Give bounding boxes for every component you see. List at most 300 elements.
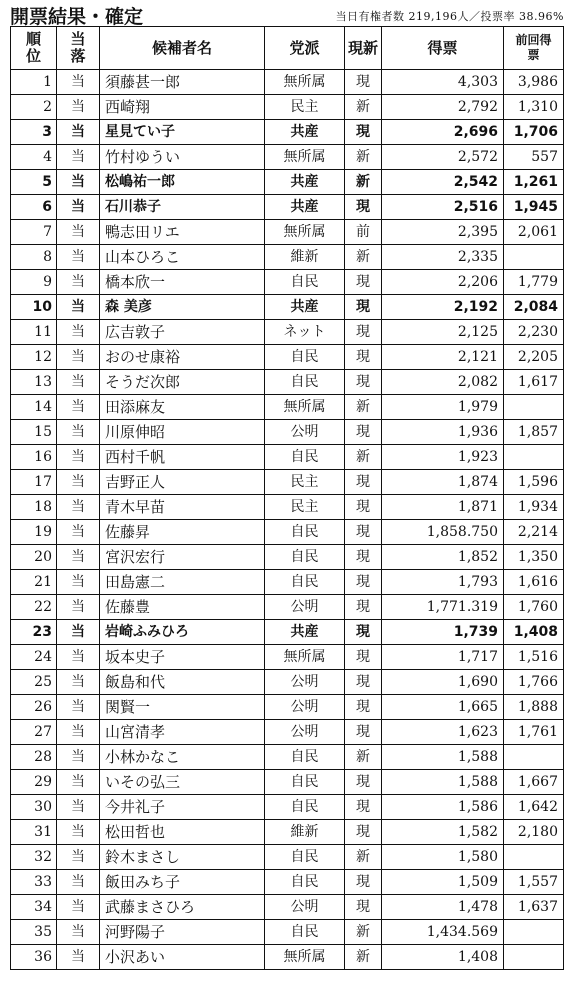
votes-cell: 2,192 — [382, 295, 504, 320]
party-cell: 自民 — [265, 570, 345, 595]
candidate-name: そうだ次郎 — [100, 370, 265, 395]
party-cell: 自民 — [265, 745, 345, 770]
votes-cell: 1,408 — [382, 945, 504, 970]
status-cell: 現 — [345, 670, 382, 695]
results-body — [11, 70, 564, 970]
candidate-name: 田島憲二 — [100, 570, 265, 595]
candidate-name: 鴨志田リエ — [100, 220, 265, 245]
party-cell: 無所属 — [265, 945, 345, 970]
votes-cell: 4,303 — [382, 70, 504, 95]
votes-cell: 1,936 — [382, 420, 504, 445]
elected-cell: 当 — [57, 945, 100, 970]
rank-cell: 23 — [11, 620, 57, 645]
table-row — [11, 870, 564, 895]
table-row — [11, 245, 564, 270]
prev-votes-cell: 1,934 — [504, 495, 564, 520]
rank-cell: 10 — [11, 295, 57, 320]
votes-cell: 1,874 — [382, 470, 504, 495]
prev-votes-cell: 1,766 — [504, 670, 564, 695]
votes-cell: 1,690 — [382, 670, 504, 695]
status-cell: 現 — [345, 645, 382, 670]
elected-cell: 当 — [57, 120, 100, 145]
rank-cell: 13 — [11, 370, 57, 395]
elected-cell: 当 — [57, 595, 100, 620]
table-row — [11, 820, 564, 845]
elected-cell: 当 — [57, 195, 100, 220]
candidate-name: 田添麻友 — [100, 395, 265, 420]
table-row — [11, 145, 564, 170]
status-cell: 現 — [345, 295, 382, 320]
votes-cell: 2,792 — [382, 95, 504, 120]
rank-cell: 15 — [11, 420, 57, 445]
table-row — [11, 320, 564, 345]
party-cell: 公明 — [265, 895, 345, 920]
prev-votes-cell: 1,857 — [504, 420, 564, 445]
party-cell: 無所属 — [265, 145, 345, 170]
table-row — [11, 95, 564, 120]
party-cell: 共産 — [265, 120, 345, 145]
status-cell: 新 — [345, 445, 382, 470]
votes-cell: 2,572 — [382, 145, 504, 170]
col-header-prev-votes: 前回得票 — [504, 27, 564, 70]
elected-cell: 当 — [57, 220, 100, 245]
rank-cell: 30 — [11, 795, 57, 820]
candidate-name: 飯島和代 — [100, 670, 265, 695]
candidate-name: 小林かなこ — [100, 745, 265, 770]
elected-cell: 当 — [57, 920, 100, 945]
elected-cell: 当 — [57, 145, 100, 170]
rank-cell: 4 — [11, 145, 57, 170]
party-cell: 公明 — [265, 720, 345, 745]
prev-votes-cell: 3,986 — [504, 70, 564, 95]
table-row — [11, 770, 564, 795]
votes-cell: 1,586 — [382, 795, 504, 820]
elected-cell: 当 — [57, 420, 100, 445]
party-cell: 自民 — [265, 520, 345, 545]
votes-cell: 1,434.569 — [382, 920, 504, 945]
prev-votes-cell: 1,760 — [504, 595, 564, 620]
party-cell: 共産 — [265, 295, 345, 320]
rank-cell: 36 — [11, 945, 57, 970]
rank-cell: 7 — [11, 220, 57, 245]
status-cell: 現 — [345, 320, 382, 345]
elected-cell: 当 — [57, 395, 100, 420]
status-cell: 現 — [345, 470, 382, 495]
table-row — [11, 120, 564, 145]
status-cell: 新 — [345, 745, 382, 770]
party-cell: 自民 — [265, 870, 345, 895]
status-cell: 現 — [345, 595, 382, 620]
status-cell: 現 — [345, 495, 382, 520]
votes-cell: 1,923 — [382, 445, 504, 470]
elected-cell: 当 — [57, 495, 100, 520]
candidate-name: 佐藤昇 — [100, 520, 265, 545]
rank-cell: 5 — [11, 170, 57, 195]
votes-cell: 2,125 — [382, 320, 504, 345]
elected-cell: 当 — [57, 370, 100, 395]
elected-cell: 当 — [57, 70, 100, 95]
rank-cell: 11 — [11, 320, 57, 345]
table-row — [11, 895, 564, 920]
candidate-name: 吉野正人 — [100, 470, 265, 495]
prev-votes-cell: 1,261 — [504, 170, 564, 195]
votes-cell: 1,858.750 — [382, 520, 504, 545]
elected-cell: 当 — [57, 170, 100, 195]
status-cell: 新 — [345, 395, 382, 420]
table-row — [11, 295, 564, 320]
status-cell: 現 — [345, 570, 382, 595]
prev-votes-cell: 2,180 — [504, 820, 564, 845]
candidate-name: 星見てい子 — [100, 120, 265, 145]
prev-votes-cell: 2,230 — [504, 320, 564, 345]
prev-votes-cell: 2,084 — [504, 295, 564, 320]
rank-cell: 33 — [11, 870, 57, 895]
party-cell: 自民 — [265, 445, 345, 470]
prev-votes-cell — [504, 745, 564, 770]
table-row — [11, 220, 564, 245]
elected-cell: 当 — [57, 645, 100, 670]
party-cell: 無所属 — [265, 645, 345, 670]
prev-votes-cell: 1,596 — [504, 470, 564, 495]
prev-votes-cell: 1,617 — [504, 370, 564, 395]
rank-cell: 34 — [11, 895, 57, 920]
prev-votes-cell: 2,214 — [504, 520, 564, 545]
status-cell: 現 — [345, 720, 382, 745]
votes-cell: 2,206 — [382, 270, 504, 295]
status-cell: 現 — [345, 120, 382, 145]
prev-votes-cell: 2,205 — [504, 345, 564, 370]
votes-cell: 1,771.319 — [382, 595, 504, 620]
candidate-name: おのせ康裕 — [100, 345, 265, 370]
status-cell: 現 — [345, 70, 382, 95]
rank-cell: 24 — [11, 645, 57, 670]
rank-cell: 28 — [11, 745, 57, 770]
elected-cell: 当 — [57, 295, 100, 320]
status-cell: 新 — [345, 170, 382, 195]
status-cell: 現 — [345, 770, 382, 795]
party-cell: 自民 — [265, 270, 345, 295]
votes-cell: 1,588 — [382, 745, 504, 770]
col-header-votes: 得票 — [382, 27, 504, 70]
table-row — [11, 520, 564, 545]
table-row — [11, 670, 564, 695]
votes-cell: 1,793 — [382, 570, 504, 595]
candidate-name: 河野陽子 — [100, 920, 265, 945]
party-cell: 維新 — [265, 245, 345, 270]
table-row — [11, 845, 564, 870]
table-row — [11, 570, 564, 595]
table-row — [11, 745, 564, 770]
status-cell: 現 — [345, 820, 382, 845]
prev-votes-cell: 1,310 — [504, 95, 564, 120]
status-cell: 現 — [345, 870, 382, 895]
candidate-name: 青木早苗 — [100, 495, 265, 520]
rank-cell: 18 — [11, 495, 57, 520]
status-cell: 現 — [345, 345, 382, 370]
rank-cell: 9 — [11, 270, 57, 295]
elected-cell: 当 — [57, 845, 100, 870]
prev-votes-cell: 1,616 — [504, 570, 564, 595]
candidate-name: 鈴木まさし — [100, 845, 265, 870]
prev-votes-cell: 1,408 — [504, 620, 564, 645]
party-cell: 民主 — [265, 470, 345, 495]
votes-cell: 1,478 — [382, 895, 504, 920]
table-row — [11, 645, 564, 670]
party-cell: 公明 — [265, 595, 345, 620]
votes-cell: 1,852 — [382, 545, 504, 570]
table-row — [11, 945, 564, 970]
candidate-name: 橋本欣一 — [100, 270, 265, 295]
elected-cell: 当 — [57, 745, 100, 770]
votes-cell: 2,121 — [382, 345, 504, 370]
prev-votes-cell: 1,642 — [504, 795, 564, 820]
votes-cell: 1,739 — [382, 620, 504, 645]
rank-cell: 27 — [11, 720, 57, 745]
party-cell: 共産 — [265, 620, 345, 645]
rank-cell: 32 — [11, 845, 57, 870]
page-title: 開票結果・確定 — [10, 6, 144, 28]
votes-cell: 2,082 — [382, 370, 504, 395]
status-cell: 現 — [345, 420, 382, 445]
candidate-name: 飯田みち子 — [100, 870, 265, 895]
votes-cell: 1,588 — [382, 770, 504, 795]
votes-cell: 2,696 — [382, 120, 504, 145]
table-row — [11, 495, 564, 520]
votes-cell: 2,395 — [382, 220, 504, 245]
candidate-name: 森 美彦 — [100, 295, 265, 320]
candidate-name: 関賢一 — [100, 695, 265, 720]
votes-cell: 2,542 — [382, 170, 504, 195]
status-cell: 新 — [345, 245, 382, 270]
table-row — [11, 620, 564, 645]
col-header-party: 党派 — [265, 27, 345, 70]
party-cell: 無所属 — [265, 70, 345, 95]
col-header-status: 現新 — [345, 27, 382, 70]
elected-cell: 当 — [57, 545, 100, 570]
party-cell: 自民 — [265, 770, 345, 795]
rank-cell: 22 — [11, 595, 57, 620]
votes-cell: 1,582 — [382, 820, 504, 845]
votes-cell: 1,665 — [382, 695, 504, 720]
status-cell: 現 — [345, 620, 382, 645]
party-cell: 無所属 — [265, 220, 345, 245]
votes-cell: 2,335 — [382, 245, 504, 270]
party-cell: 自民 — [265, 345, 345, 370]
status-cell: 現 — [345, 270, 382, 295]
header-row — [11, 27, 564, 70]
rank-cell: 3 — [11, 120, 57, 145]
rank-cell: 12 — [11, 345, 57, 370]
status-cell: 現 — [345, 520, 382, 545]
status-cell: 前 — [345, 220, 382, 245]
table-row — [11, 345, 564, 370]
status-cell: 現 — [345, 795, 382, 820]
table-row — [11, 795, 564, 820]
results-header — [0, 0, 570, 28]
rank-cell: 14 — [11, 395, 57, 420]
table-row — [11, 395, 564, 420]
table-row — [11, 695, 564, 720]
table-row — [11, 545, 564, 570]
elected-cell: 当 — [57, 895, 100, 920]
elected-cell: 当 — [57, 270, 100, 295]
party-cell: 民主 — [265, 95, 345, 120]
votes-cell: 2,516 — [382, 195, 504, 220]
candidate-name: 石川恭子 — [100, 195, 265, 220]
prev-votes-cell: 1,761 — [504, 720, 564, 745]
col-header-name: 候補者名 — [100, 27, 265, 70]
prev-votes-cell: 1,557 — [504, 870, 564, 895]
prev-votes-cell: 1,945 — [504, 195, 564, 220]
prev-votes-cell — [504, 945, 564, 970]
votes-cell: 1,717 — [382, 645, 504, 670]
prev-votes-cell — [504, 245, 564, 270]
elected-cell: 当 — [57, 720, 100, 745]
party-cell: 維新 — [265, 820, 345, 845]
party-cell: ネット — [265, 320, 345, 345]
status-cell: 現 — [345, 545, 382, 570]
table-row — [11, 270, 564, 295]
party-cell: 自民 — [265, 795, 345, 820]
party-cell: 民主 — [265, 495, 345, 520]
status-cell: 新 — [345, 920, 382, 945]
prev-votes-cell: 2,061 — [504, 220, 564, 245]
status-cell: 現 — [345, 695, 382, 720]
rank-cell: 8 — [11, 245, 57, 270]
status-cell: 現 — [345, 195, 382, 220]
election-results-table — [10, 26, 564, 970]
prev-votes-cell: 1,667 — [504, 770, 564, 795]
rank-cell: 17 — [11, 470, 57, 495]
candidate-name: 岩崎ふみひろ — [100, 620, 265, 645]
col-header-rank: 順位 — [11, 27, 57, 70]
prev-votes-cell: 1,706 — [504, 120, 564, 145]
party-cell: 自民 — [265, 370, 345, 395]
table-row — [11, 70, 564, 95]
prev-votes-cell: 1,637 — [504, 895, 564, 920]
prev-votes-cell: 1,350 — [504, 545, 564, 570]
party-cell: 自民 — [265, 845, 345, 870]
table-row — [11, 195, 564, 220]
party-cell: 公明 — [265, 670, 345, 695]
rank-cell: 6 — [11, 195, 57, 220]
rank-cell: 19 — [11, 520, 57, 545]
rank-cell: 26 — [11, 695, 57, 720]
candidate-name: 須藤甚一郎 — [100, 70, 265, 95]
prev-votes-cell — [504, 395, 564, 420]
prev-votes-cell — [504, 845, 564, 870]
party-cell: 自民 — [265, 920, 345, 945]
rank-cell: 35 — [11, 920, 57, 945]
candidate-name: 松田哲也 — [100, 820, 265, 845]
rank-cell: 21 — [11, 570, 57, 595]
candidate-name: 西村千帆 — [100, 445, 265, 470]
elected-cell: 当 — [57, 820, 100, 845]
elected-cell: 当 — [57, 320, 100, 345]
turnout-summary: 当日有権者数 219,196人／投票率 38.96% — [335, 10, 564, 23]
status-cell: 新 — [345, 95, 382, 120]
candidate-name: 竹村ゆうい — [100, 145, 265, 170]
prev-votes-cell — [504, 920, 564, 945]
elected-cell: 当 — [57, 695, 100, 720]
votes-cell: 1,871 — [382, 495, 504, 520]
candidate-name: 小沢あい — [100, 945, 265, 970]
status-cell: 現 — [345, 370, 382, 395]
candidate-name: 西崎翔 — [100, 95, 265, 120]
status-cell: 新 — [345, 845, 382, 870]
rank-cell: 16 — [11, 445, 57, 470]
table-row — [11, 370, 564, 395]
elected-cell: 当 — [57, 345, 100, 370]
status-cell: 新 — [345, 145, 382, 170]
table-row — [11, 420, 564, 445]
table-row — [11, 445, 564, 470]
elected-cell: 当 — [57, 670, 100, 695]
rank-cell: 1 — [11, 70, 57, 95]
table-row — [11, 595, 564, 620]
rank-cell: 2 — [11, 95, 57, 120]
elected-cell: 当 — [57, 570, 100, 595]
candidate-name: いその弘三 — [100, 770, 265, 795]
prev-votes-cell: 1,779 — [504, 270, 564, 295]
votes-cell: 1,979 — [382, 395, 504, 420]
elected-cell: 当 — [57, 95, 100, 120]
candidate-name: 今井礼子 — [100, 795, 265, 820]
rank-cell: 31 — [11, 820, 57, 845]
elected-cell: 当 — [57, 245, 100, 270]
prev-votes-cell: 1,516 — [504, 645, 564, 670]
table-row — [11, 470, 564, 495]
party-cell: 自民 — [265, 545, 345, 570]
votes-cell: 1,509 — [382, 870, 504, 895]
party-cell: 無所属 — [265, 395, 345, 420]
candidate-name: 松嶋祐一郎 — [100, 170, 265, 195]
elected-cell: 当 — [57, 445, 100, 470]
elected-cell: 当 — [57, 870, 100, 895]
elected-cell: 当 — [57, 520, 100, 545]
party-cell: 共産 — [265, 195, 345, 220]
elected-cell: 当 — [57, 795, 100, 820]
party-cell: 公明 — [265, 695, 345, 720]
candidate-name: 武藤まさひろ — [100, 895, 265, 920]
table-row — [11, 720, 564, 745]
col-header-elected: 当落 — [57, 27, 100, 70]
votes-cell: 1,623 — [382, 720, 504, 745]
elected-cell: 当 — [57, 770, 100, 795]
table-row — [11, 170, 564, 195]
candidate-name: 宮沢宏行 — [100, 545, 265, 570]
candidate-name: 佐藤豊 — [100, 595, 265, 620]
table-row — [11, 920, 564, 945]
candidate-name: 広吉敦子 — [100, 320, 265, 345]
votes-cell: 1,580 — [382, 845, 504, 870]
status-cell: 現 — [345, 895, 382, 920]
party-cell: 共産 — [265, 170, 345, 195]
elected-cell: 当 — [57, 620, 100, 645]
elected-cell: 当 — [57, 470, 100, 495]
prev-votes-cell: 557 — [504, 145, 564, 170]
rank-cell: 25 — [11, 670, 57, 695]
status-cell: 新 — [345, 945, 382, 970]
rank-cell: 20 — [11, 545, 57, 570]
party-cell: 公明 — [265, 420, 345, 445]
prev-votes-cell — [504, 445, 564, 470]
candidate-name: 坂本史子 — [100, 645, 265, 670]
prev-votes-cell: 1,888 — [504, 695, 564, 720]
rank-cell: 29 — [11, 770, 57, 795]
candidate-name: 山宮清孝 — [100, 720, 265, 745]
candidate-name: 山本ひろこ — [100, 245, 265, 270]
